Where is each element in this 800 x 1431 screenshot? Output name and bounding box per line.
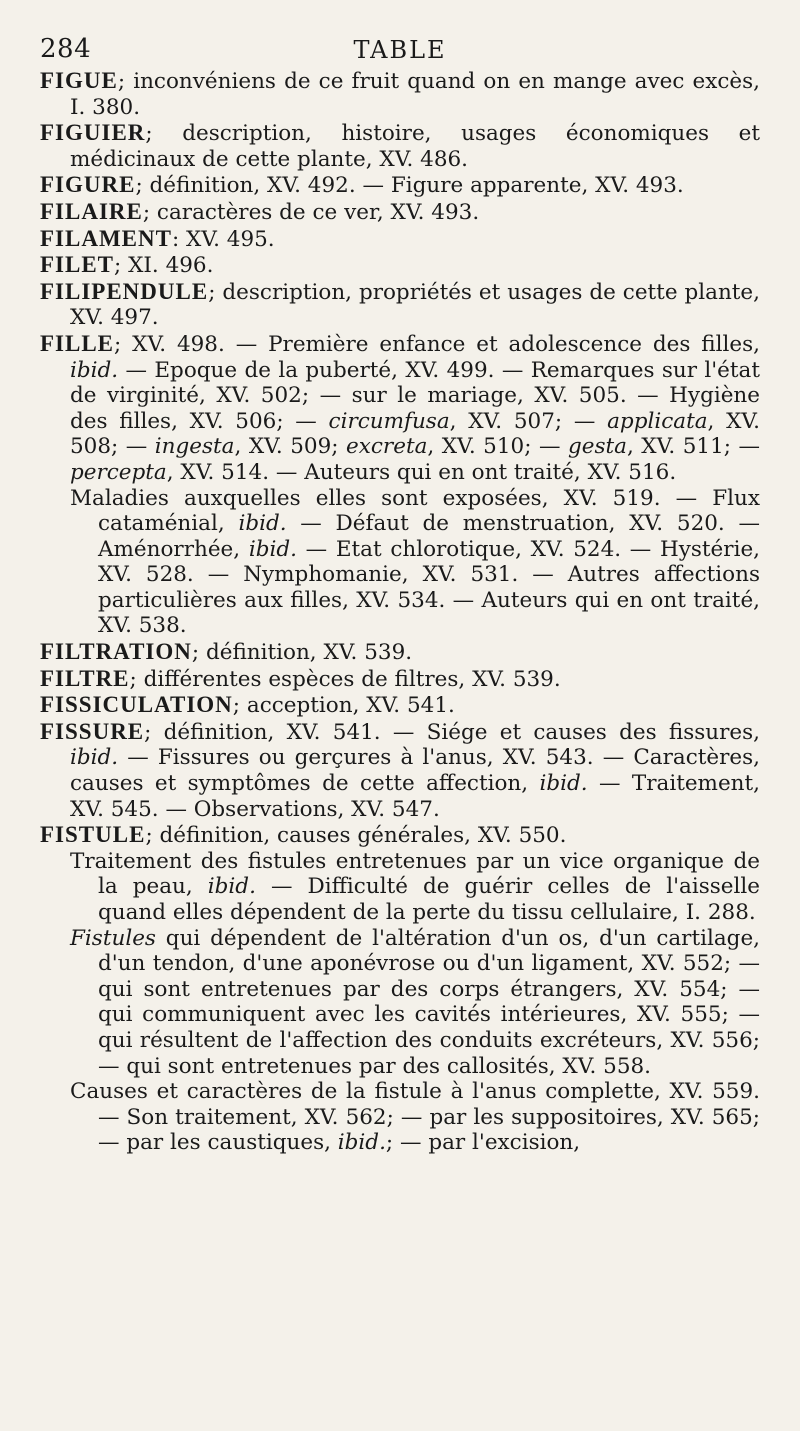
- entry-text: ; XV. 498. — Première enfance et adolescence des filles,: [114, 331, 760, 357]
- entry-italic-text: Fistules: [70, 925, 156, 951]
- entry-text: ; inconvéniens de ce fruit quand on en mange avec excès, I. 380.: [70, 69, 760, 120]
- entry-headword: FILAMENT: [40, 225, 172, 251]
- index-entries: [40, 68, 760, 1156]
- entry-headword: FISSURE: [40, 718, 145, 744]
- entry-text: — Défaut de menstruation, XV. 520. — Aménorrhée,: [98, 511, 761, 562]
- entry-italic-text: applicata: [607, 408, 708, 434]
- entry-text: , XV. 511; —: [626, 434, 760, 460]
- entry-italic-text: circumfusa: [328, 408, 450, 434]
- entry-text: — Epoque de la puberté, XV. 499. — Remarques sur l'état de virginité, XV. 502; — sur le mariage, XV. 505. — Hygiène des filles, XV. 506; —: [70, 357, 760, 434]
- entry-italic-text: ibid.: [207, 874, 256, 900]
- entry-text: — Fissures ou gerçures à l'anus, XV. 543. — Caractères, causes et symptômes de cette affection,: [70, 745, 760, 797]
- entry-italic-text: ibid.: [238, 511, 287, 537]
- entry-text: Causes et caractères de la fistule à l'anus complette, XV. 559. — Son traitement, XV. 562; — par les suppositoires, XV. 565; — par les caustiques,: [70, 1079, 760, 1156]
- entry-text: Traitement des fistules entretenues par un vice organique de la peau,: [70, 848, 760, 900]
- index-entry: [40, 719, 760, 822]
- entry-text: ; définition, causes générales, XV. 550.: [145, 823, 567, 849]
- entry-italic-text: ibid.: [248, 536, 297, 562]
- entry-text: : XV. 495.: [171, 226, 275, 252]
- entry-headword: FISSICULATION: [40, 692, 233, 718]
- entry-text: ; caractères de ce ver, XV. 493.: [142, 199, 480, 225]
- index-entry: [40, 252, 760, 279]
- entry-text: qui dépendent de l'altération d'un os, d'un cartilage, d'un tendon, d'une aponévrose ou d'un ligament, XV. 552; — qui sont entretenues par des corps étrangers, XV. 554; — qui communiquent avec les cavités intérieures, XV. 555; — qui résultent de l'affection des conduits excréteurs, XV. 556; — qui sont entretenues par des callosités, XV. 558.: [98, 925, 760, 1079]
- index-entry: [40, 120, 760, 172]
- entry-headword: FILTRE: [40, 665, 130, 691]
- index-entry: [40, 68, 760, 120]
- entry-headword: FILTRATION: [40, 639, 192, 665]
- index-entry: [40, 226, 760, 253]
- entry-text: ; XI. 496.: [114, 253, 214, 279]
- entry-headword: FILAIRE: [40, 198, 143, 224]
- entry-headword: FILET: [40, 252, 115, 278]
- entry-text: ; définition, XV. 541. — Siége et causes des fissures,: [144, 719, 760, 745]
- entry-italic-text: ibid.: [539, 771, 588, 797]
- entry-text: ; description, propriétés et usages de cette plante, XV. 497.: [70, 279, 760, 331]
- index-subentry: [40, 486, 760, 640]
- index-subentry: [40, 926, 760, 1080]
- page-header: [40, 28, 760, 68]
- entry-text: ; définition, XV. 539.: [191, 640, 413, 666]
- entry-italic-text: percepta: [70, 459, 167, 485]
- index-entry: [40, 822, 760, 849]
- entry-text: , XV. 507; —: [449, 408, 608, 434]
- entry-text: — Traitement, XV. 545. — Observations, XV. 547.: [70, 771, 760, 822]
- entry-headword: FILIPENDULE: [40, 278, 209, 304]
- entry-text: ; différentes espèces de filtres, XV. 539.: [129, 666, 561, 692]
- index-subentry: [40, 1079, 760, 1156]
- entry-headword: FISTULE: [40, 822, 146, 848]
- entry-italic-text: ingesta: [154, 434, 235, 460]
- index-subentry: [40, 849, 760, 926]
- index-entry: [40, 639, 760, 666]
- entry-text: ; acception, XV. 541.: [232, 693, 455, 719]
- entry-text: — Difficulté de guérir celles de l'aisselle quand elles dépendent de la perte du tissu cellulaire, I. 288.: [98, 874, 760, 925]
- entry-text: , XV. 509;: [234, 434, 347, 460]
- entry-italic-text: ibid.: [70, 745, 119, 771]
- entry-text: , XV. 510; —: [427, 434, 568, 460]
- entry-text: , XV. 508; —: [70, 408, 760, 460]
- running-title: TABLE: [353, 36, 447, 64]
- entry-text: ; description, histoire, usages économiques et médicinaux de cette plante, XV. 486.: [70, 121, 760, 172]
- entry-italic-text: excreta: [346, 434, 428, 460]
- entry-text: , XV. 514. — Auteurs qui en ont traité, XV. 516.: [166, 459, 677, 485]
- entry-headword: FIGURE: [40, 172, 136, 198]
- index-entry: [40, 692, 760, 719]
- entry-italic-text: ibid.: [70, 357, 119, 383]
- entry-text: ; définition, XV. 492. — Figure apparente, XV. 493.: [135, 173, 684, 199]
- entry-headword: FIGUIER: [40, 120, 146, 146]
- entry-italic-text: ibid.: [337, 1130, 386, 1156]
- index-entry: [40, 199, 760, 226]
- entry-italic-text: gesta: [567, 434, 627, 460]
- index-entry: [40, 331, 760, 486]
- index-entry: [40, 172, 760, 199]
- index-entry: [40, 666, 760, 693]
- entry-headword: FILLE: [40, 330, 115, 356]
- entry-text: ; — par l'excision,: [385, 1130, 581, 1156]
- entry-headword: FIGUE: [40, 68, 118, 93]
- index-entry: [40, 279, 760, 331]
- page-number: 284: [40, 34, 92, 64]
- entry-text: — Etat chlorotique, XV. 524. — Hystérie, XV. 528. — Nymphomanie, XV. 531. — Autres affections particulières aux filles, XV. 534. — Auteurs qui en ont traité, XV. 538.: [98, 536, 760, 639]
- entry-text: Maladies auxquelles elles sont exposées, XV. 519. — Flux cataménial,: [70, 485, 760, 537]
